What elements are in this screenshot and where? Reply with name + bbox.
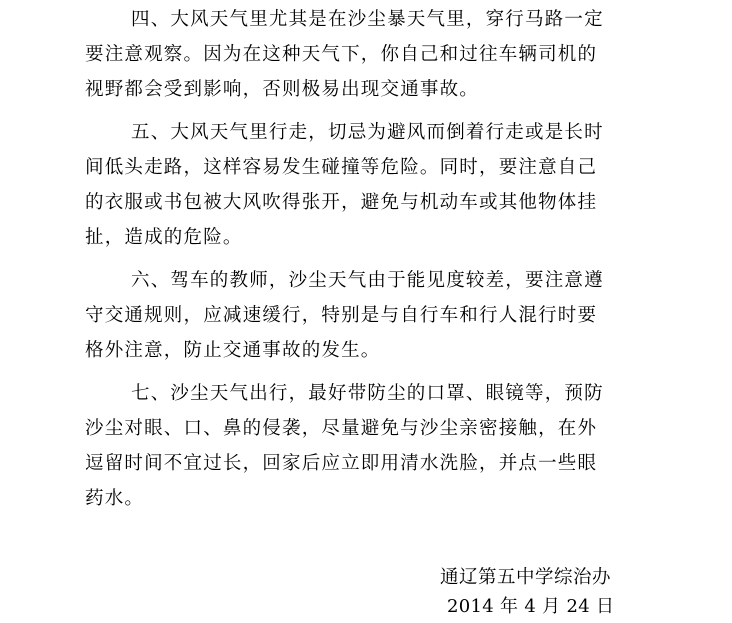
- paragraph-line: 格外注意，防止交通事故的发生。: [85, 340, 381, 361]
- paragraph-line: 守交通规则，应减速缓行，特别是与自行车和行人混行时要: [85, 305, 598, 326]
- paragraph-line: 的衣服或书包被大风吹得张开，避免与机动车或其他物体挂: [85, 192, 598, 213]
- paragraph-line: 扯，造成的危险。: [85, 227, 243, 248]
- paragraph-line: 要注意观察。因为在这种天气下，你自己和过往车辆司机的: [85, 44, 598, 65]
- paragraph-line: 视野都会受到影响，否则极易出现交通事故。: [85, 79, 480, 100]
- paragraph-line: 五、大风天气里行走，切忌为避风而倒着行走或是长时: [131, 122, 604, 143]
- paragraph-line: 四、大风天气里尤其是在沙尘暴天气里，穿行马路一定: [131, 9, 604, 30]
- paragraph-line: 沙尘对眼、口、鼻的侵袭，尽量避免与沙尘亲密接触，在外: [85, 418, 598, 439]
- paragraph-line: 间低头走路，这样容易发生碰撞等危险。同时，要注意自己: [85, 157, 598, 178]
- signature-organization: 通辽第五中学综治办: [440, 567, 612, 588]
- paragraph-line: 药水。: [85, 488, 145, 509]
- signature-date: 2014 年 4 月 24 日: [447, 596, 615, 617]
- paragraph-line: 七、沙尘天气出行，最好带防尘的口罩、眼镜等，预防: [131, 383, 604, 404]
- paragraph-line: 逗留时间不宜过长，回家后应立即用清水洗脸，并点一些眼: [85, 453, 598, 474]
- paragraph-line: 六、驾车的教师，沙尘天气由于能见度较差，要注意遵: [131, 270, 604, 291]
